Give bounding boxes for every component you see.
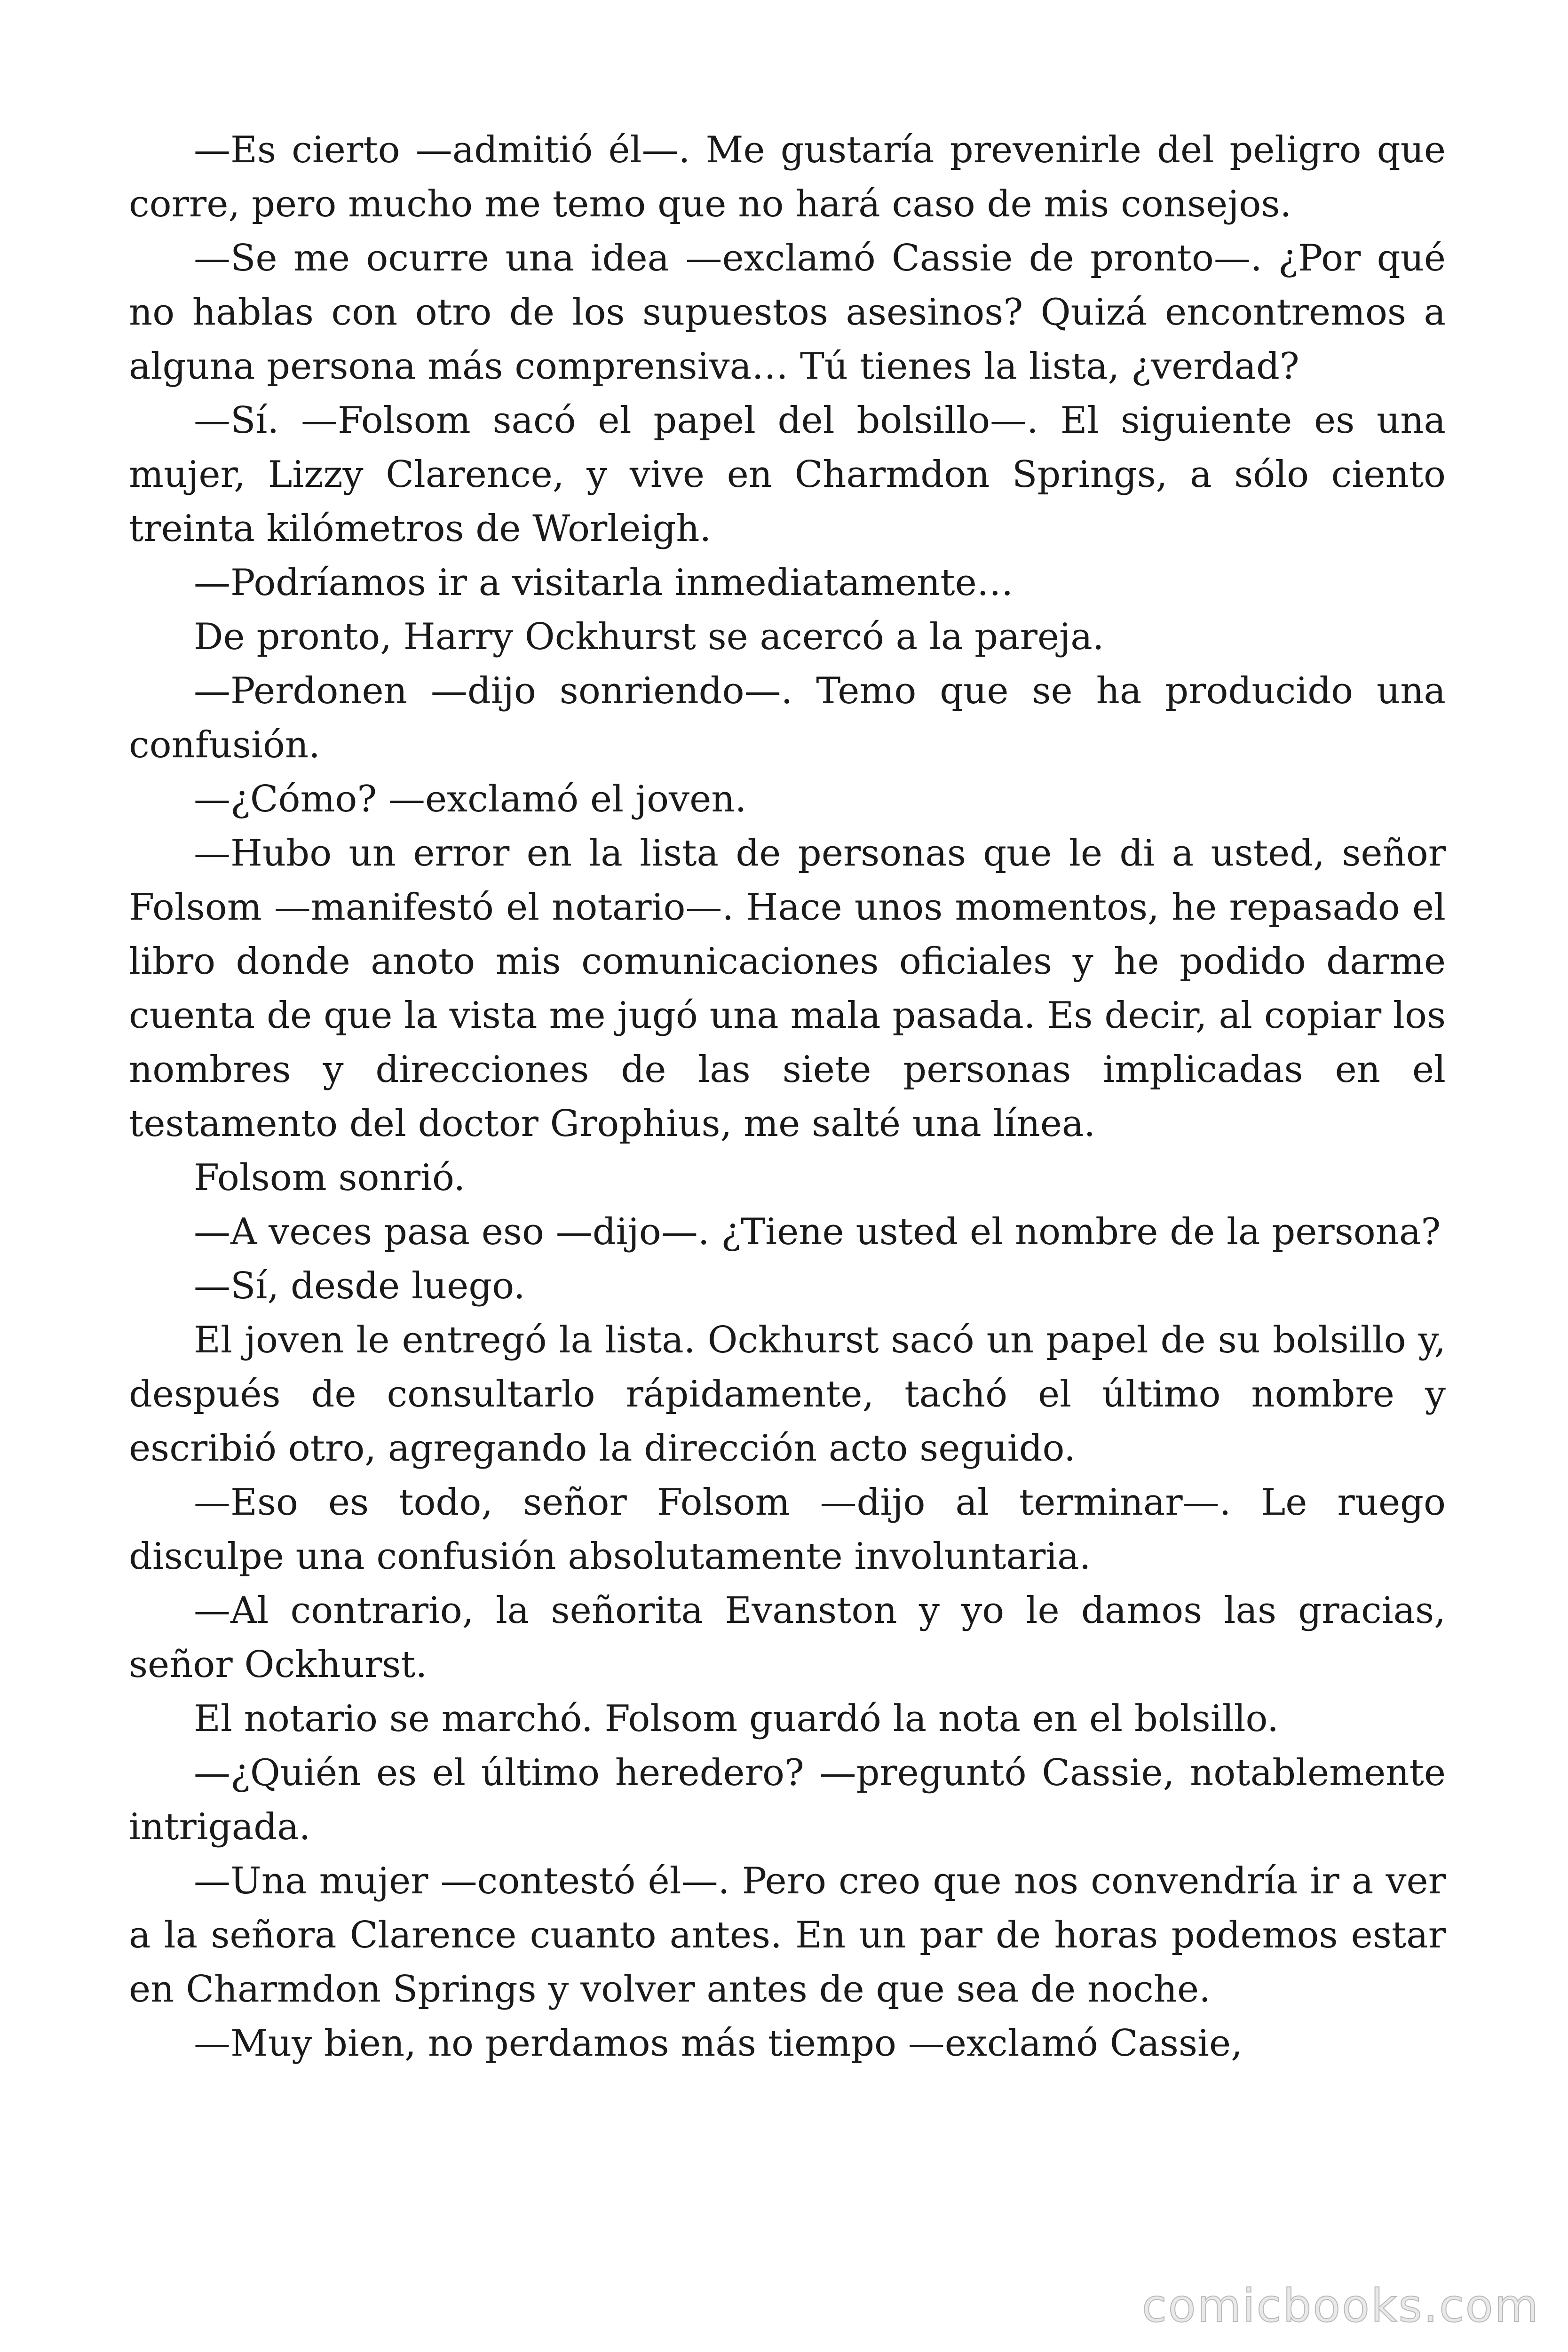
paragraph: El notario se marchó. Folsom guardó la nota en el bolsillo. (194, 1698, 1279, 1740)
paragraph: —Podríamos ir a visitarla inmediatamente… (194, 562, 1014, 604)
paragraph: —¿Quién es el último heredero? —preguntó Cassie, notablemente intrigada. (129, 1752, 1446, 1848)
watermark: comicbooks.com (1141, 2280, 1540, 2332)
paragraph: —Al contrario, la señorita Evanston y yo le damos las gracias, señor Ockhurst. (129, 1589, 1446, 1686)
paragraph: —Es cierto —admitió él—. Me gustaría prevenirle del peligro que corre, pero mucho me temo que no hará caso de mis consejos. (129, 129, 1446, 225)
paragraph: —Una mujer —contestó él—. Pero creo que nos convendría ir a ver a la señora Clarence cuanto antes. En un par de horas podemos estar en Charmdon Springs y volver antes de que sea de noche. (129, 1860, 1446, 2010)
paragraph: —Perdonen —dijo sonriendo—. Temo que se ha producido una confusión. (129, 670, 1446, 766)
paragraph: —Sí. —Folsom sacó el papel del bolsillo—. El siguiente es una mujer, Lizzy Clarence, y vive en Charmdon Springs, a sólo ciento treinta kilómetros de Worleigh. (129, 399, 1446, 550)
paragraph: —¿Cómo? —exclamó el joven. (194, 778, 747, 820)
paragraph: —Hubo un error en la lista de personas que le di a usted, señor Folsom —manifestó el notario—. Hace unos momentos, he repasado el libro donde anoto mis comunicaciones oficiales y he podido darme cuenta de que la vista me jugó una mala pasada. Es decir, al copiar los nombres y direcciones de las siete personas implicadas en el testamento del doctor Grophius, me salté una línea. (129, 832, 1446, 1145)
paragraph: El joven le entregó la lista. Ockhurst sacó un papel de su bolsillo y, después de consultarlo rápidamente, tachó el último nombre y escribió otro, agregando la dirección acto seguido. (129, 1319, 1446, 1470)
paragraph: Folsom sonrió. (194, 1157, 466, 1199)
page-body-text (129, 123, 1446, 2071)
paragraph: —Sí, desde luego. (194, 1265, 525, 1307)
paragraph: —Muy bien, no perdamos más tiempo —exclamó Cassie, (194, 2022, 1243, 2065)
paragraph: De pronto, Harry Ockhurst se acercó a la pareja. (194, 616, 1104, 658)
paragraph: —Eso es todo, señor Folsom —dijo al terminar—. Le ruego disculpe una confusión absolutamente involuntaria. (129, 1481, 1446, 1578)
paragraph: —A veces pasa eso —dijo—. ¿Tiene usted el nombre de la persona? (194, 1211, 1441, 1253)
paragraph: —Se me ocurre una idea —exclamó Cassie de pronto—. ¿Por qué no hablas con otro de los supuestos asesinos? Quizá encontremos a alguna persona más comprensiva… Tú tienes la lista, ¿verdad? (129, 237, 1446, 388)
